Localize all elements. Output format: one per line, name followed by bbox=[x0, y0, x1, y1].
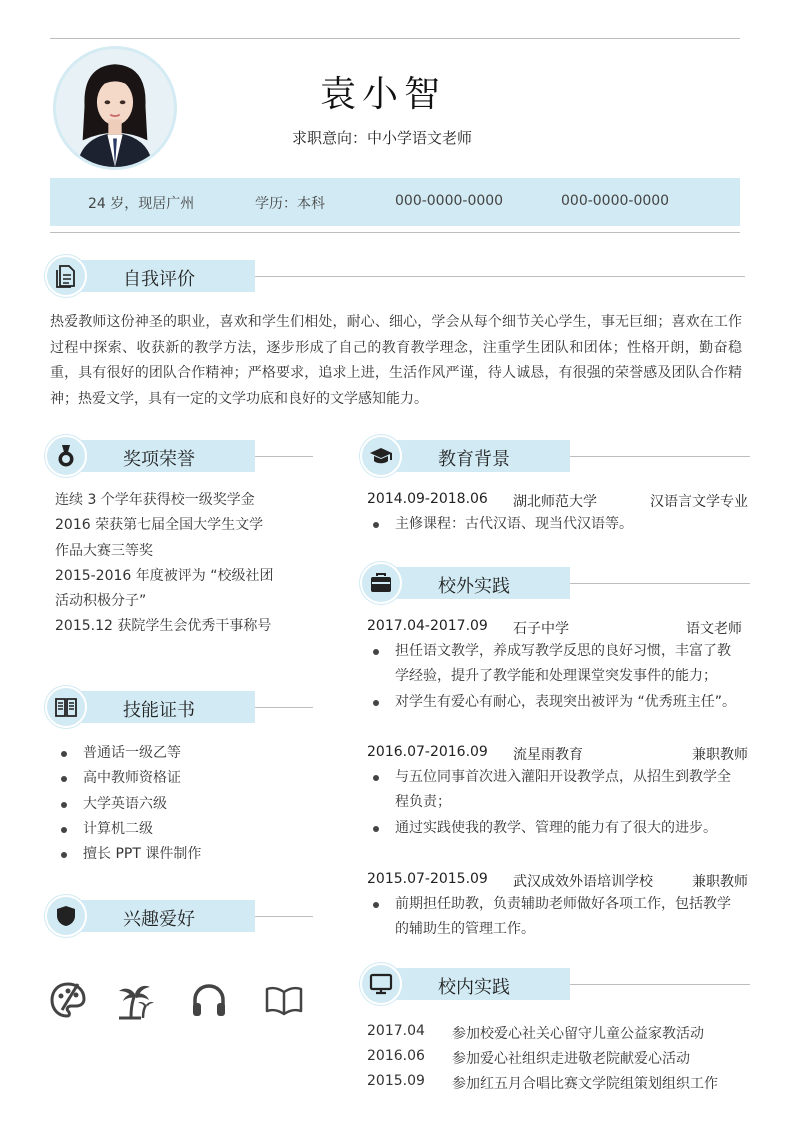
campus-row bbox=[367, 1048, 750, 1068]
section-title: 奖项荣誉 bbox=[123, 449, 195, 470]
campus-text: 参加红五月合唱比赛文学院组策划组织工作 bbox=[452, 1076, 718, 1092]
job-row bbox=[367, 871, 750, 891]
campus-date: 2015.09 bbox=[367, 1073, 425, 1089]
section-awards bbox=[45, 435, 313, 477]
shield-icon bbox=[45, 895, 87, 937]
list-item: 擅长 PPT 课件制作 bbox=[55, 842, 305, 867]
education-period: 2014.09-2018.06 bbox=[367, 491, 488, 507]
list-item: 作品大赛三等奖 bbox=[55, 542, 153, 559]
book-open-icon bbox=[45, 686, 87, 728]
education-level: 学历：本科 bbox=[255, 196, 325, 212]
job-period: 2015.07-2015.09 bbox=[367, 871, 488, 887]
section-title: 校内实践 bbox=[438, 977, 510, 998]
list-item: 大学英语六级 bbox=[55, 792, 305, 817]
campus-row bbox=[367, 1023, 750, 1043]
job-role: 语文老师 bbox=[686, 621, 742, 637]
section-title: 自我评价 bbox=[123, 269, 195, 290]
info-divider bbox=[50, 232, 740, 233]
self-eval-text: 热爱教师这份神圣的职业，喜欢和学生们相处，耐心、细心，学会从每个细节关心学生，事无巨细；喜欢在工作过程中探索、收获新的教学方法，逐步形成了自己的教育教学理念，注重学生团队和团体；性格开朗，勤奋稳重，具有很好的团队合作精神；严格要求，追求上进，生活作风严谨，待人诚恳，有很强的荣誉感及团队合作精神；热爱文学，具有一定的文学功底和良好的文学感知能力。 bbox=[50, 314, 742, 407]
job-bullets bbox=[367, 892, 752, 943]
job-role: 兼职教师 bbox=[692, 747, 748, 763]
section-title: 教育背景 bbox=[438, 449, 510, 470]
briefcase-icon bbox=[360, 562, 402, 604]
section-skills bbox=[45, 686, 313, 728]
campus-text: 参加校爱心社关心留守儿童公益家教活动 bbox=[452, 1026, 704, 1042]
book-icon bbox=[264, 980, 304, 1020]
info-bar bbox=[50, 178, 740, 226]
job-org: 石子中学 bbox=[513, 621, 569, 637]
list-item: 与五位同事首次进入灌阳开设教学点，从招生到教学全 bbox=[367, 765, 752, 790]
top-divider bbox=[50, 38, 740, 39]
section-education bbox=[360, 435, 750, 477]
document-icon bbox=[45, 255, 87, 297]
portrait-image bbox=[56, 49, 174, 167]
section-self-eval bbox=[45, 255, 745, 297]
section-hobbies bbox=[45, 895, 313, 937]
phone-number-2: 000-0000-0000 bbox=[561, 193, 670, 209]
education-row bbox=[367, 491, 750, 511]
list-item: 通过实践使我的教学、管理的能力有了很大的进步。 bbox=[367, 816, 752, 841]
graduation-cap-icon bbox=[360, 435, 402, 477]
list-item: 担任语文教学，养成写教学反思的良好习惯，丰富了教 bbox=[367, 639, 752, 664]
job-org: 流星雨教育 bbox=[513, 747, 583, 763]
section-campus bbox=[360, 963, 750, 1005]
list-item: 2015-2016 年度被评为 “校级社团 bbox=[55, 567, 274, 584]
avatar bbox=[53, 46, 177, 170]
medal-icon bbox=[45, 435, 87, 477]
education-major: 汉语言文学专业 bbox=[650, 494, 748, 510]
job-row bbox=[367, 744, 750, 764]
job-period: 2017.04-2017.09 bbox=[367, 618, 488, 634]
monitor-icon bbox=[360, 963, 402, 1005]
list-item: 对学生有爱心有耐心，表现突出被评为 “优秀班主任”。 bbox=[367, 690, 752, 715]
list-item: 主修课程：古代汉语、现当代汉语等。 bbox=[367, 512, 752, 537]
list-item-continued: 的辅助生的管理工作。 bbox=[395, 921, 535, 938]
campus-row bbox=[367, 1073, 750, 1093]
job-bullets bbox=[367, 765, 752, 841]
list-item: 高中教师资格证 bbox=[55, 766, 305, 791]
list-item: 2016 荣获第七届全国大学生文学 bbox=[55, 517, 264, 534]
list-item: 前期担任助教，负责辅助老师做好各项工作，包括教学 bbox=[367, 892, 752, 917]
palette-icon bbox=[48, 980, 88, 1020]
candidate-name: 袁小智 bbox=[320, 74, 447, 115]
job-bullets bbox=[367, 639, 752, 715]
palm-tree-icon bbox=[115, 980, 155, 1020]
section-practice bbox=[360, 562, 750, 604]
list-item: 计算机二级 bbox=[55, 817, 305, 842]
campus-text: 参加爱心社组织走进敬老院献爱心活动 bbox=[452, 1051, 690, 1067]
list-item: 连续 3 个学年获得校一级奖学金 bbox=[55, 492, 255, 508]
job-period: 2016.07-2016.09 bbox=[367, 744, 488, 760]
section-title: 技能证书 bbox=[123, 700, 195, 721]
job-role: 兼职教师 bbox=[692, 874, 748, 890]
list-item: 2015.12 获院学生会优秀干事称号 bbox=[55, 618, 272, 635]
education-school: 湖北师范大学 bbox=[513, 494, 597, 510]
skills-list bbox=[55, 741, 305, 867]
job-row bbox=[367, 618, 750, 638]
phone-number: 000-0000-0000 bbox=[395, 193, 504, 209]
list-item-continued: 程负责； bbox=[395, 794, 451, 811]
campus-date: 2017.04 bbox=[367, 1023, 425, 1039]
list-item: 普通话一级乙等 bbox=[55, 741, 305, 766]
section-title: 校外实践 bbox=[438, 576, 510, 597]
list-item-continued: 学经验，提升了教学能和处理课堂突发事件的能力； bbox=[395, 668, 717, 685]
headphones-icon bbox=[189, 980, 229, 1020]
campus-date: 2016.06 bbox=[367, 1048, 425, 1064]
job-intent: 求职意向：中小学语文老师 bbox=[292, 129, 473, 147]
awards-list bbox=[55, 488, 305, 640]
job-org: 武汉成效外语培训学校 bbox=[513, 874, 653, 890]
age-city: 24 岁，现居广州 bbox=[88, 196, 195, 212]
section-title: 兴趣爱好 bbox=[123, 909, 195, 930]
list-item: 活动积极分子” bbox=[55, 593, 147, 610]
education-bullets bbox=[367, 512, 752, 537]
